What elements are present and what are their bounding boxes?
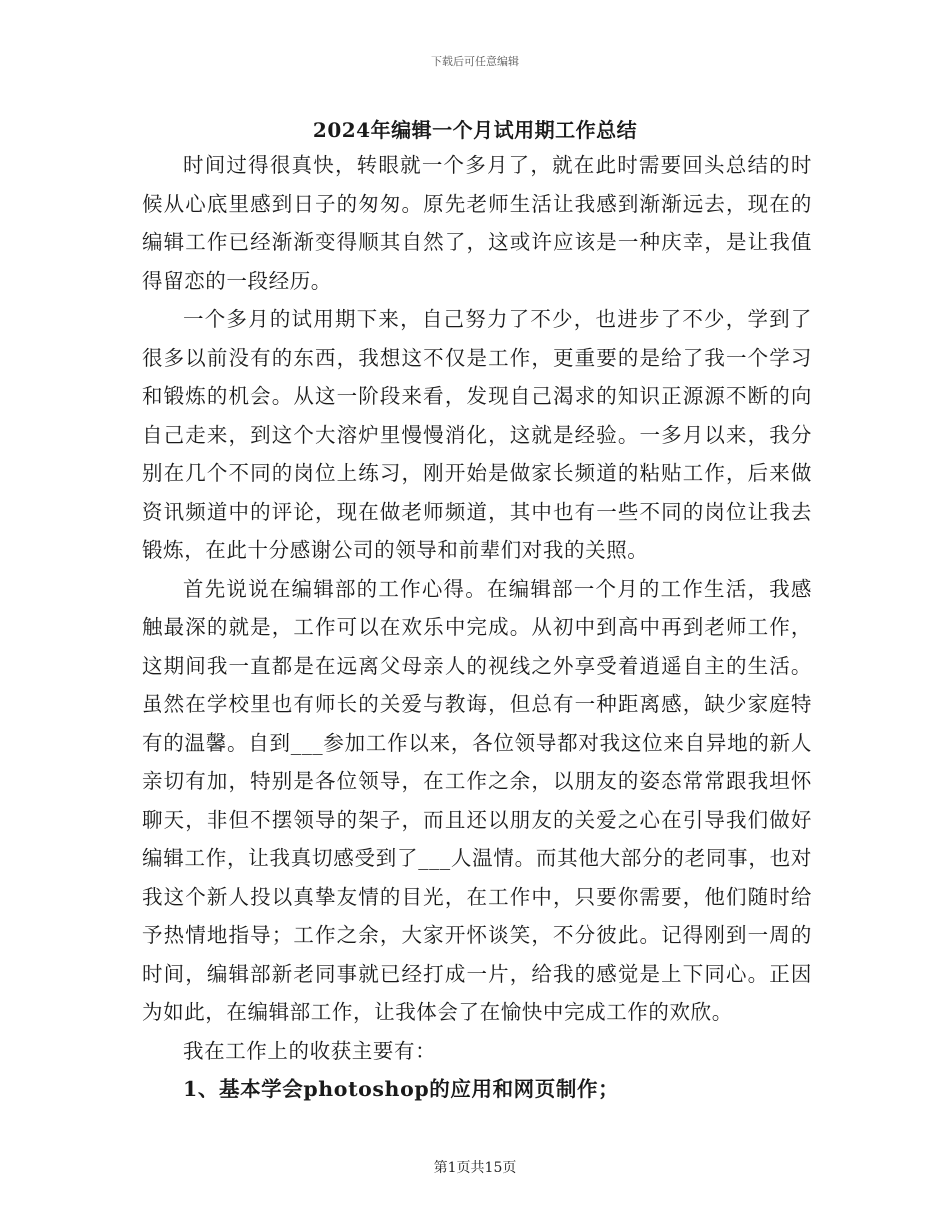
paragraph-editorial-experience: 首先说说在编辑部的工作心得。在编辑部一个月的工作生活，我感触最深的就是，工作可以在欢乐中完成。从初中到高中再到老师工作，这期间我一直都是在远离父母亲人的视线之外享受着逍遥自主的生活。虽然在学校里也有师长的关爱与教诲，但总有一种距离感，缺少家庭特有的温馨。自到___参加工作以来，各位领导都对我这位来自异地的新人亲切有加，特别是各位领导，在工作之余，以朋友的姿态常常跟我坦怀聊天，非但不摆领导的架子，而且还以朋友的关爱之心在引导我们做好编辑工作，让我真切感受到了___人温情。而其他大部分的老同事，也对我这个新人投以真挚友情的目光，在工作中，只要你需要，他们随时给予热情地指导；工作之余，大家开怀谈笑，不分彼此。记得刚到一周的时间，编辑部新老同事就已经打成一片，给我的感觉是上下同心。正因为如此，在编辑部工作，让我体会了在愉快中完成工作的欢欣。 bbox=[142, 576, 812, 1024]
header-note: 下载后可任意编辑 bbox=[431, 55, 519, 68]
paragraph-intro: 时间过得很真快，转眼就一个多月了，就在此时需要回头总结的时候从心底里感到日子的匆匆。原先老师生活让我感到渐渐远去，现在的编辑工作已经渐渐变得顺其自然了，这或许应该是一种庆幸，是让我值得留恋的一段经历。 bbox=[142, 153, 812, 293]
paragraph-trial-period: 一个多月的试用期下来，自己努力了不少，也进步了不少，学到了很多以前没有的东西，我想这不仅是工作，更重要的是给了我一个学习和锻炼的机会。从这一阶段来看，发现自己渴求的知识正源源不断的向自己走来，到这个大溶炉里慢慢消化，这就是经验。一多月以来，我分别在几个不同的岗位上练习，刚开始是做家长频道的粘贴工作，后来做资讯频道中的评论，现在做老师频道，其中也有一些不同的岗位让我去锻炼，在此十分感谢公司的领导和前辈们对我的关照。 bbox=[142, 307, 812, 562]
page-number: 第1页共15页 bbox=[433, 1160, 517, 1176]
document-body bbox=[142, 146, 812, 1109]
paragraph-gains-intro: 我在工作上的收获主要有： bbox=[183, 1038, 437, 1063]
document-title: 2024年编辑一个月试用期工作总结 bbox=[312, 118, 638, 142]
list-item-photoshop: 1、基本学会photoshop的应用和网页制作； bbox=[183, 1077, 620, 1101]
